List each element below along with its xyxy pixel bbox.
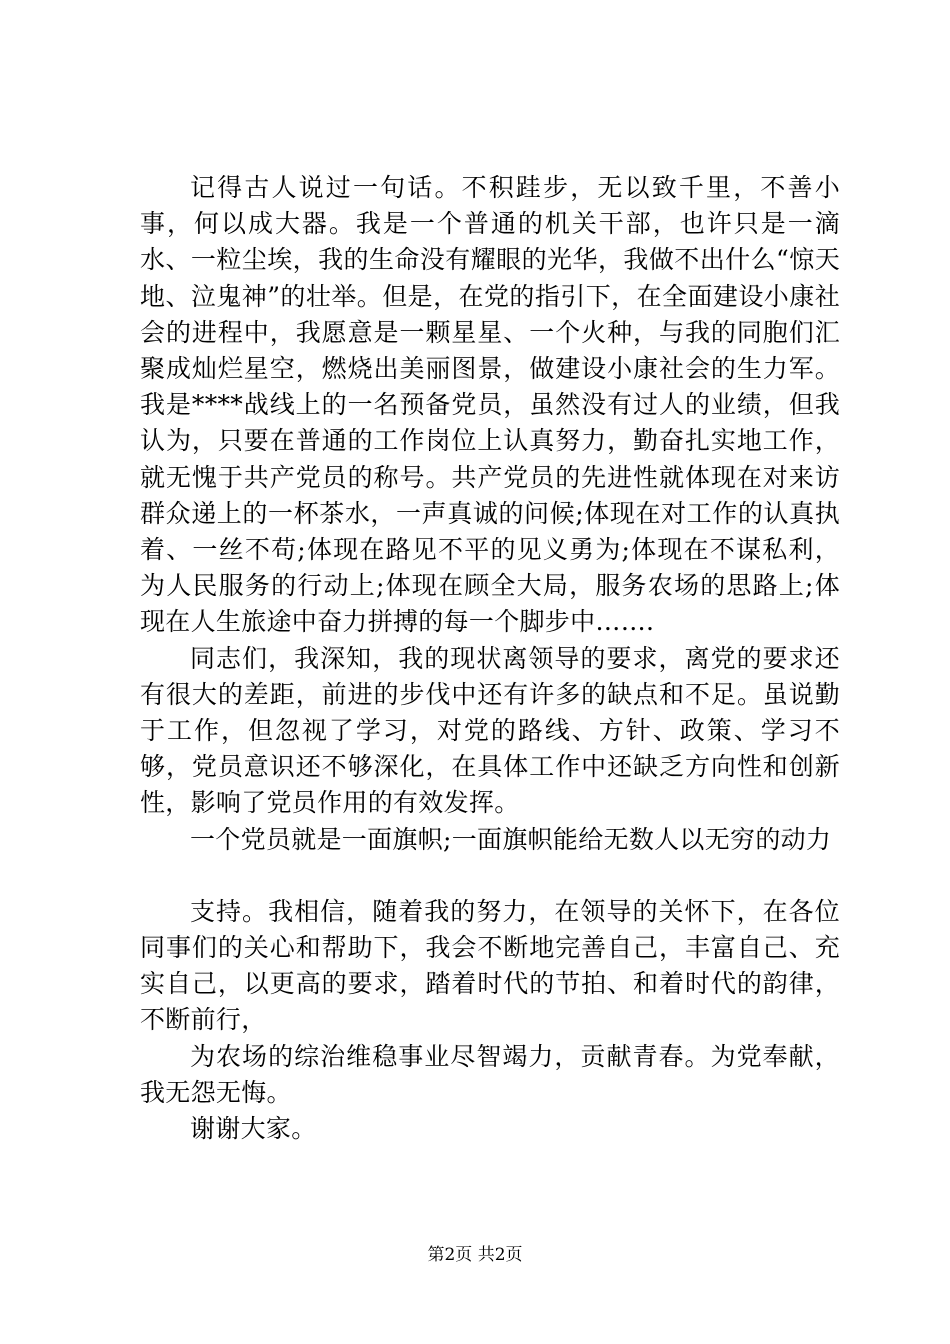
paragraph-dedication: 为农场的综治维稳事业尽智竭力，贡献青春。为党奉献，我无怨无悔。 xyxy=(140,1041,840,1107)
paragraph-thanks: 谢谢大家。 xyxy=(190,1114,317,1144)
paragraph-support: 支持。我相信，随着我的努力，在领导的关怀下，在各位同事们的关心和帮助下，我会不断地完善自己，丰富自己、充实自己，以更高的要求，踏着时代的节拍、和着时代的韵律，不断前行， xyxy=(140,896,840,1035)
paragraph-flag: 一个党员就是一面旗帜;一面旗帜能给无数人以无穷的动力 xyxy=(190,824,832,854)
paragraph-intro: 记得古人说过一句话。不积跬步，无以致千里，不善小事，何以成大器。我是一个普通的机关干部，也许只是一滴水、一粒尘埃，我的生命没有耀眼的光华，我做不出什么“惊天地、泣鬼神”的壮举。但是，在党的指引下，在全面建设小康社会的进程中，我愿意是一颗星星、一个火种，与我的同胞们汇聚成灿烂星空，燃烧出美丽图景，做建设小康社会的生力军。我是****战线上的一名预备党员，虽然没有过人的业绩，但我认为，只要在普通的工作岗位上认真努力，勤奋扎实地工作，就无愧于共产党员的称号。共产党员的先进性就体现在对来访群众递上的一杯茶水，一声真诚的问候;体现在对工作的认真执着、一丝不苟;体现在路见不平的见义勇为;体现在不谋私利，为人民服务的行动上;体现在顾全大局，服务农场的思路上;体现在人生旅途中奋力拼搏的每一个脚步中……. xyxy=(140,173,840,637)
paragraph-self-assessment: 同志们，我深知，我的现状离领导的要求，离党的要求还有很大的差距，前进的步伐中还有许多的缺点和不足。虽说勤于工作，但忽视了学习，对党的路线、方针、政策、学习不够，党员意识还不够深化，在具体工作中还缺乏方向性和创新性，影响了党员作用的有效发挥。 xyxy=(140,643,840,818)
page-number: 第2页 共2页 xyxy=(427,1245,523,1265)
document-body xyxy=(140,170,840,1147)
page-footer xyxy=(0,1243,950,1267)
